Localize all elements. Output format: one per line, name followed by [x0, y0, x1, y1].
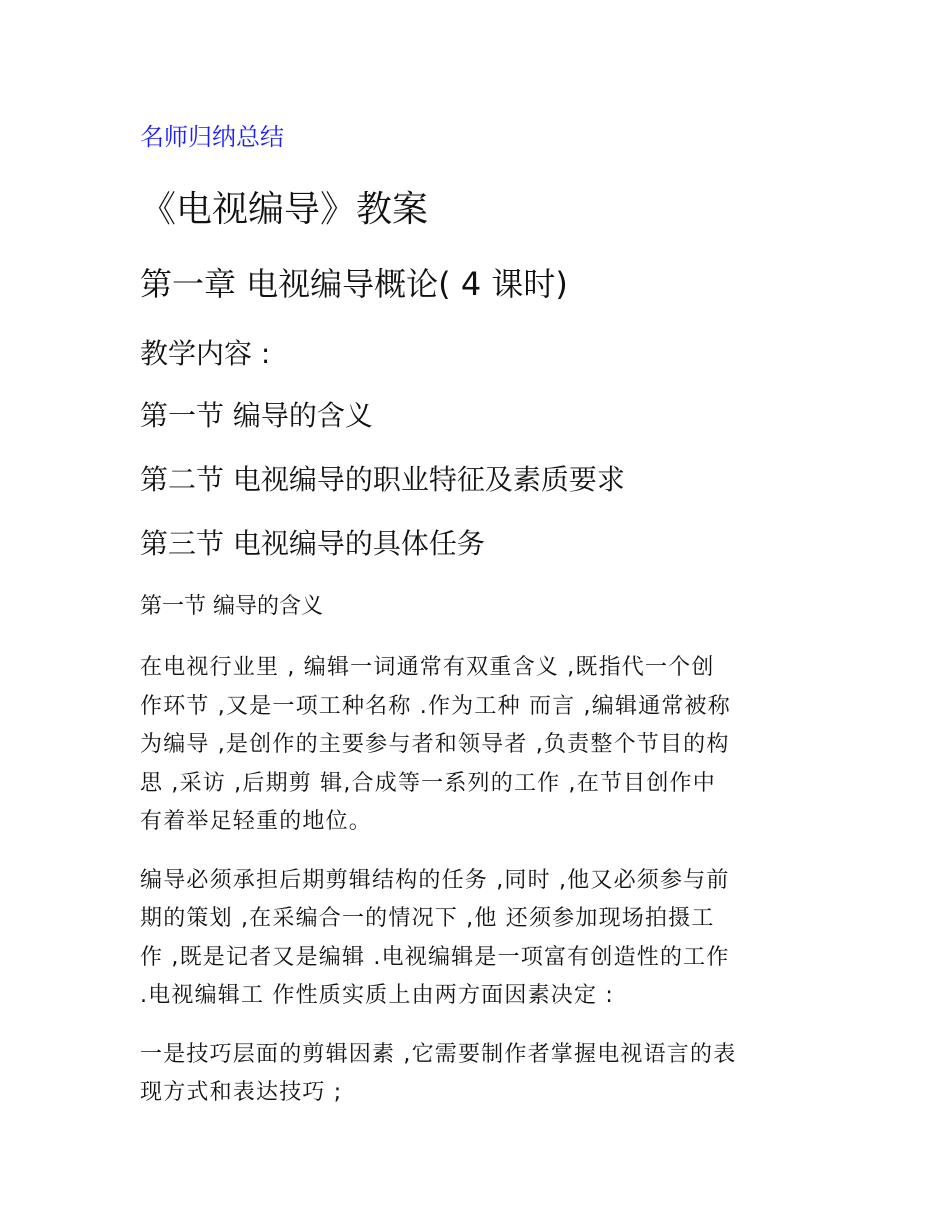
paragraph-line: .电视编辑工 作性质实质上由两方面因素决定 : [140, 983, 614, 1008]
paragraph [140, 862, 820, 1016]
paragraph-line: 为编导 ,是创作的主要参与者和领导者 ,负责整个节目的构 [140, 732, 730, 757]
toc-item: 第三节 电视编导的具体任务 [140, 527, 485, 560]
toc-heading: 教学内容 : [140, 337, 271, 370]
paragraph-line: 作 ,既是记者又是编辑 .电视编辑是一项富有创造性的工作 [140, 944, 730, 970]
paragraph-line: 作环节 ,又是一项工种名称 .作为工种 而言 ,编辑通常被称 [140, 693, 731, 719]
paragraph-line: 在电视行业里 , 编辑一词通常有双重含义 ,既指代一个创 [140, 655, 715, 680]
body-text [140, 649, 820, 1133]
paragraph-line: 一是技巧层面的剪辑因素 ,它需要制作者掌握电视语言的表 [140, 1041, 737, 1067]
paragraph [140, 649, 820, 842]
paragraph-line: 编导必须承担后期剪辑结构的任务 ,同时 ,他又必须参与前 [140, 867, 730, 893]
toc-list [140, 398, 625, 590]
section-title: 第一节 编导的含义 [140, 594, 323, 619]
paragraph-line: 期的策划 ,在采编合一的情况下 ,他 还须参加现场拍摄工 [140, 906, 715, 931]
toc-item: 第一节 编导的含义 [140, 399, 373, 432]
chapter-title: 第一章 电视编导概论( 4 课时) [140, 265, 568, 303]
paragraph [140, 1036, 820, 1113]
paragraph-line: 思 ,采访 ,后期剪 辑,合成等一系列的工作 ,在节目创作中 [140, 770, 716, 796]
paragraph-line: 有着举足轻重的地位。 [140, 809, 373, 834]
toc-item: 第二节 电视编导的职业特征及素质要求 [140, 463, 625, 496]
paragraph-line: 现方式和表达技巧 ; [140, 1080, 343, 1105]
header-link[interactable]: 名师归纳总结 [140, 123, 284, 151]
document-title: 《电视编导》教案 [140, 189, 429, 230]
